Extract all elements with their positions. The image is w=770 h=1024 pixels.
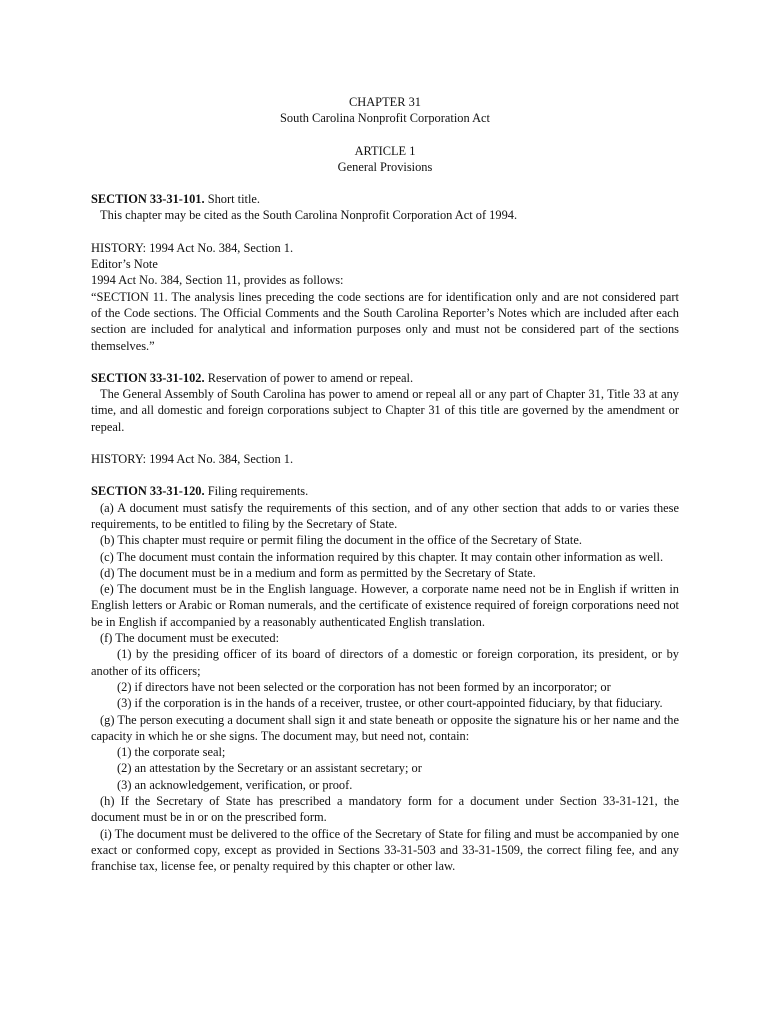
section-history: HISTORY: 1994 Act No. 384, Section 1.	[91, 452, 294, 467]
article-number: ARTICLE 1	[354, 143, 416, 158]
subsection-f-3: (3) if the corporation is in the hands of a receiver, trustee, or other court-appointed fiduciary, by that fiduciary.	[117, 696, 663, 711]
subsection-g-1: (1) the corporate seal;	[117, 745, 226, 760]
section-101	[91, 191, 679, 354]
subsection-f-2: (2) if directors have not been selected or the corporation has not been formed by an incorporator; or	[117, 679, 611, 694]
subsection-f-1: (1) by the presiding officer of its board of directors of a domestic or foreign corporation, its president, or by another of its officers;	[91, 647, 679, 678]
act-title: South Carolina Nonprofit Corporation Act	[280, 111, 490, 126]
editors-note-quote: “SECTION 11. The analysis lines preceding the code sections are for identification only and are not considered part of the Code sections. The Official Comments and the South Carolina Reporter’s Notes which are included after each section are included for analytical and information purposes only and must not be considered part of the sections themselves.”	[91, 289, 679, 353]
article-title: General Provisions	[337, 159, 433, 174]
subsection-a: (a) A document must satisfy the requirements of this section, and of any other section that adds to or varies these requirements, to be entitled to filing by the Secretary of State.	[91, 500, 679, 531]
subsection-g-2: (2) an attestation by the Secretary or an assistant secretary; or	[117, 761, 422, 776]
subsection-g: (g) The person executing a document shall sign it and state beneath or opposite the signature his or her name and the capacity in which he or she signs. The document may, but need not, contain:	[91, 712, 679, 743]
subsection-c: (c) The document must contain the information required by this chapter. It may contain other information as well.	[100, 549, 664, 564]
section-120	[91, 483, 679, 874]
article-header	[91, 143, 679, 176]
chapter-number: CHAPTER 31	[349, 95, 421, 109]
section-history: HISTORY: 1994 Act No. 384, Section 1.	[91, 240, 294, 255]
section-body: This chapter may be cited as the South Carolina Nonprofit Corporation Act of 1994.	[100, 208, 518, 223]
subsection-i: (i) The document must be delivered to the office of the Secretary of State for filing and must be accompanied by one exact or conformed copy, except as provided in Sections 33-31-503 and 33-31-1509, the correct filing fee, and any franchise tax, license fee, or penalty required by this chapter or other law.	[91, 826, 679, 874]
section-title: Filing requirements.	[204, 484, 309, 499]
chapter-header	[91, 94, 679, 127]
subsection-h: (h) If the Secretary of State has prescribed a mandatory form for a document under Section 33-31-121, the document must be in or on the prescribed form.	[91, 793, 679, 825]
section-number: SECTION 33-31-102.	[91, 370, 205, 385]
subsection-f: (f) The document must be executed:	[100, 631, 280, 646]
editors-note-intro: 1994 Act No. 384, Section 11, provides as follows:	[91, 273, 344, 288]
section-title: Short title.	[204, 192, 261, 207]
document-body	[91, 94, 679, 874]
subsection-d: (d) The document must be in a medium and form as permitted by the Secretary of State.	[100, 565, 536, 580]
subsection-g-3: (3) an acknowledgement, verification, or proof.	[117, 777, 353, 792]
editors-note-heading: Editor’s Note	[91, 257, 158, 272]
section-number: SECTION 33-31-120.	[91, 484, 205, 499]
section-number: SECTION 33-31-101.	[91, 192, 205, 207]
subsection-b: (b) This chapter must require or permit filing the document in the office of the Secretary of State.	[100, 533, 582, 548]
section-102	[91, 370, 679, 467]
section-body: The General Assembly of South Carolina has power to amend or repeal all or any part of Chapter 31, Title 33 at any time, and all domestic and foreign corporations subject to Chapter 31 of this title are governed by the amendment or repeal.	[91, 387, 679, 434]
section-title: Reservation of power to amend or repeal.	[204, 370, 414, 385]
subsection-e: (e) The document must be in the English language. However, a corporate name need not be in English if written in English letters or Arabic or Roman numerals, and the certificate of existence required of foreign corporations need not be in English if accompanied by a reasonably authenticated English translation.	[91, 582, 679, 629]
